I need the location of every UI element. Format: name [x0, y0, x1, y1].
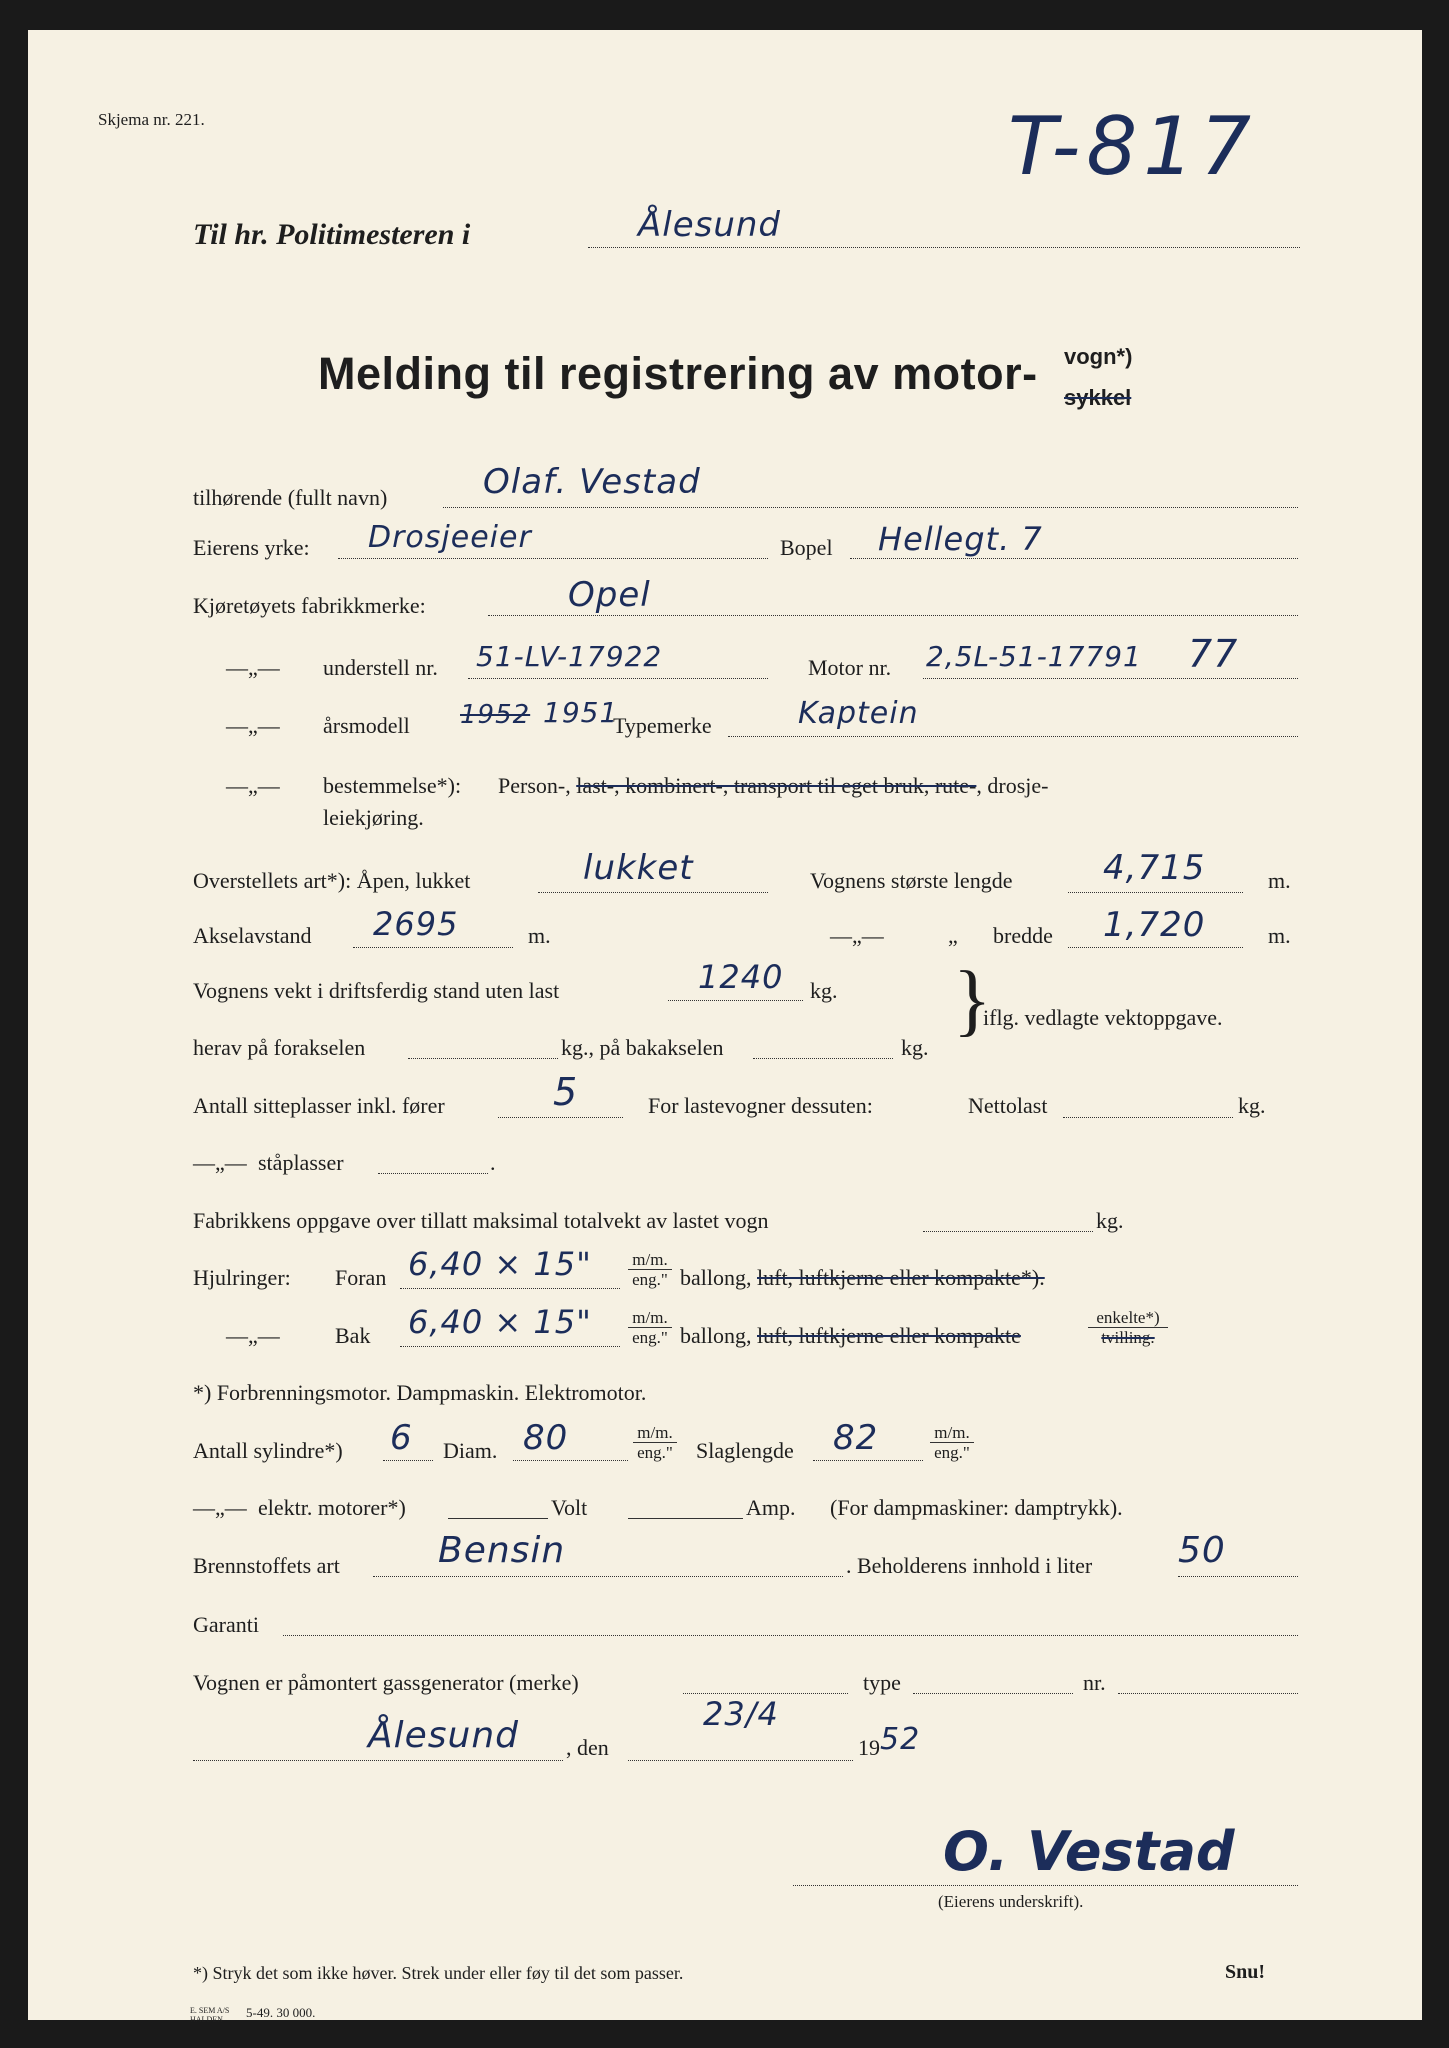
- tank-label: . Beholderens innhold i liter: [846, 1553, 1093, 1578]
- purpose-person: Person-,: [498, 773, 571, 798]
- motor-label: Motor nr.: [808, 655, 892, 680]
- diam-label: Diam.: [443, 1438, 498, 1463]
- purpose-line-1: [498, 773, 1048, 799]
- volt-line: [628, 1518, 743, 1519]
- diam-line: [513, 1460, 628, 1461]
- ditto-mark: —„—: [226, 1323, 280, 1348]
- tyres-single: enkelte*): [1088, 1308, 1168, 1328]
- length-unit: m.: [1268, 868, 1291, 893]
- purpose-label: bestemmelse*):: [323, 773, 462, 798]
- weight-line: [668, 1000, 803, 1001]
- volt-label: Volt: [551, 1495, 588, 1520]
- tyres-rear-unit: [628, 1308, 672, 1347]
- unit-mm: m/m.: [930, 1423, 974, 1443]
- unit-eng: eng.": [934, 1443, 970, 1462]
- title-option-sykkel: sykkel: [1064, 385, 1132, 410]
- stroke-value: 82: [833, 1418, 879, 1458]
- motor-suffix: 77: [1188, 632, 1239, 676]
- addressee-city: Ålesund: [638, 205, 782, 245]
- ditto-mark: —„—: [193, 1495, 247, 1520]
- gas-generator-label: Vognen er påmontert gassgenerator (merke): [193, 1670, 579, 1695]
- front-axle-line: [408, 1058, 558, 1059]
- tyres-rear-label: Bak: [335, 1323, 371, 1348]
- guarantee-line: [283, 1635, 1298, 1636]
- motor-value: 2,5L-51-17791: [926, 640, 1142, 673]
- tyres-front-type: [680, 1265, 1045, 1291]
- sign-date-line: [628, 1760, 853, 1761]
- stroke-unit: [930, 1423, 974, 1462]
- purpose-end: , drosje-: [976, 773, 1049, 798]
- cylinders-value: 6: [390, 1418, 413, 1458]
- front-axle-label: herav på forakselen: [193, 1035, 366, 1060]
- weight-note: iflg. vedlagte vektoppgave.: [983, 1005, 1223, 1030]
- tyres-rear-struck: luft, luftkjerne eller kompakte: [757, 1323, 1021, 1348]
- brace: }: [953, 956, 992, 1044]
- net-load-line: [1063, 1117, 1233, 1118]
- stroke-line: [813, 1460, 923, 1461]
- ditto-mark: —„—: [226, 773, 280, 798]
- guarantee-label: Garanti: [193, 1612, 259, 1637]
- cylinders-line: [383, 1460, 433, 1461]
- tyres-label: Hjulringer:: [193, 1265, 291, 1290]
- standing-end: .: [490, 1150, 496, 1175]
- occupation-value: Drosjeeier: [368, 520, 532, 555]
- tyres-twin: tvilling.: [1101, 1328, 1155, 1347]
- seats-line: [498, 1117, 623, 1118]
- year-value: 1951: [543, 696, 619, 729]
- gas-generator-line: [683, 1693, 848, 1694]
- chassis-value: 51-LV-17922: [476, 640, 663, 673]
- net-load-unit: kg.: [1238, 1093, 1266, 1118]
- tyres-rear-type: [680, 1323, 1021, 1349]
- amp-label: Amp.: [746, 1495, 796, 1520]
- cylinders-label: Antall sylindre*): [193, 1438, 343, 1463]
- sign-date: 23/4: [703, 1695, 779, 1733]
- electric-label: elektr. motorer*): [258, 1495, 406, 1520]
- weight-unit: kg.: [810, 978, 838, 1003]
- wheelbase-label: Akselavstand: [193, 923, 312, 948]
- make-line: [488, 615, 1298, 616]
- ballong-label: ballong,: [680, 1323, 752, 1348]
- owner-name-label: tilhørende (fullt navn): [193, 485, 388, 510]
- gas-nr-label: nr.: [1083, 1670, 1106, 1695]
- seats-label: Antall sitteplasser inkl. fører: [193, 1093, 445, 1118]
- signature-line: [793, 1885, 1298, 1886]
- signature-caption: (Eierens underskrift).: [938, 1892, 1084, 1911]
- turn-over: Snu!: [1225, 1961, 1266, 1983]
- width-line: [1068, 947, 1243, 948]
- form-paper: [28, 30, 1422, 2024]
- tank-value: 50: [1178, 1530, 1226, 1571]
- tyres-front-unit: [628, 1250, 672, 1289]
- tyres-single-twin: [1088, 1308, 1168, 1347]
- wheelbase-unit: m.: [528, 923, 551, 948]
- unit-eng: eng.": [632, 1328, 668, 1347]
- tyres-front-value: 6,40 × 15": [408, 1245, 592, 1283]
- electric-line: [448, 1518, 548, 1519]
- schema-number: Skjema nr. 221.: [98, 110, 205, 129]
- title-option-vogn: vogn*): [1064, 344, 1133, 369]
- unit-mm: m/m.: [633, 1423, 677, 1443]
- gas-nr-line: [1118, 1693, 1298, 1694]
- purpose-struck: last-, kombinert-, transport til eget bruk, rute-: [576, 773, 977, 798]
- unit-mm: m/m.: [628, 1308, 672, 1328]
- width-label: bredde: [993, 923, 1053, 948]
- chassis-line: [468, 678, 768, 679]
- body-type-value: lukket: [583, 848, 694, 888]
- rear-axle-unit: kg.: [901, 1035, 929, 1060]
- owner-name-value: Olaf. Vestad: [483, 462, 701, 502]
- ditto-mark: —„—: [226, 655, 280, 680]
- type-label: Typemerke: [613, 713, 712, 738]
- max-weight-line: [923, 1231, 1093, 1232]
- length-value: 4,715: [1103, 848, 1206, 888]
- form-title: Melding til registrering av motor-: [318, 348, 1038, 399]
- fuel-label: Brennstoffets art: [193, 1553, 340, 1578]
- owner-name-line: [443, 507, 1298, 508]
- chassis-label: understell nr.: [323, 655, 438, 680]
- reference-number: T-817: [1008, 100, 1258, 193]
- wheelbase-line: [353, 947, 513, 948]
- tyres-front-struck: luft, luftkjerne eller kompakte*).: [757, 1265, 1045, 1290]
- max-weight-unit: kg.: [1096, 1208, 1124, 1233]
- ditto-quote: „: [948, 923, 958, 948]
- ditto-mark: —„—: [193, 1150, 247, 1175]
- footer-note: *) Stryk det som ikke høver. Strek under eller føy til det som passer.: [193, 1963, 684, 1983]
- length-label: Vognens største lengde: [810, 868, 1013, 893]
- steam-note: (For dampmaskiner: damptrykk).: [830, 1495, 1123, 1520]
- wheelbase-value: 2695: [373, 905, 459, 943]
- make-value: Opel: [568, 575, 651, 615]
- make-label: Kjøretøyets fabrikkmerke:: [193, 593, 426, 618]
- occupation-label: Eierens yrke:: [193, 535, 310, 560]
- unit-mm: m/m.: [628, 1250, 672, 1270]
- body-type-label: Overstellets art*): Åpen, lukket: [193, 868, 471, 893]
- tyres-front-label: Foran: [335, 1265, 387, 1290]
- max-weight-label: Fabrikkens oppgave over tillatt maksimal totalvekt av lastet vogn: [193, 1208, 769, 1233]
- weight-label: Vognens vekt i driftsferdig stand uten last: [193, 978, 560, 1003]
- lorry-label: For lastevogner dessuten:: [648, 1093, 873, 1118]
- occupation-line: [338, 558, 768, 559]
- net-load-label: Nettolast: [968, 1093, 1048, 1118]
- rear-axle-label: kg., på bakakselen: [561, 1035, 724, 1060]
- gas-type-label: type: [863, 1670, 901, 1695]
- unit-eng: eng.": [632, 1270, 668, 1289]
- sign-place-line: [193, 1760, 563, 1761]
- fuel-value: Bensin: [438, 1530, 566, 1571]
- address-line: [850, 558, 1298, 559]
- engine-types: *) Forbrenningsmotor. Dampmaskin. Elektromotor.: [193, 1380, 647, 1405]
- print-info: 5-49. 30 000.: [246, 2005, 316, 2020]
- ditto-mark: —„—: [830, 923, 884, 948]
- gas-type-line: [913, 1693, 1073, 1694]
- width-unit: m.: [1268, 923, 1291, 948]
- address-label: Bopel: [780, 535, 833, 560]
- length-line: [1068, 892, 1243, 893]
- tyres-front-line: [400, 1288, 620, 1289]
- tyres-rear-line: [400, 1346, 620, 1347]
- motor-line: [923, 678, 1298, 679]
- ballong-label: ballong,: [680, 1265, 752, 1290]
- printer-name: E. SEM A/S HALDEN: [190, 2006, 230, 2024]
- sign-year-suffix: 52: [880, 1722, 921, 1757]
- year-struck: 1952: [460, 700, 531, 730]
- seats-value: 5: [553, 1070, 579, 1114]
- tyres-rear-value: 6,40 × 15": [408, 1303, 592, 1341]
- sign-den: , den: [566, 1735, 609, 1760]
- sign-place: Ålesund: [368, 1715, 520, 1756]
- addressee-line: [588, 247, 1300, 248]
- addressee-label: Til hr. Politimesteren i: [193, 218, 471, 251]
- type-line: [728, 736, 1298, 737]
- width-value: 1,720: [1103, 905, 1206, 945]
- year-label: årsmodell: [323, 713, 410, 738]
- sign-year-prefix: 19: [858, 1735, 880, 1760]
- stroke-label: Slaglengde: [696, 1438, 794, 1463]
- standing-label: ståplasser: [258, 1150, 344, 1175]
- body-type-line: [538, 892, 768, 893]
- address-value: Hellegt. 7: [878, 520, 1043, 558]
- ditto-mark: —„—: [226, 713, 280, 738]
- fuel-line: [373, 1576, 843, 1577]
- diam-value: 80: [523, 1418, 569, 1458]
- weight-value: 1240: [698, 958, 784, 996]
- diam-unit: [633, 1423, 677, 1462]
- rear-axle-line: [753, 1058, 893, 1059]
- standing-line: [378, 1173, 488, 1174]
- owner-signature: O. Vestad: [943, 1820, 1235, 1883]
- purpose-line-2: leiekjøring.: [323, 805, 424, 830]
- type-value: Kaptein: [798, 696, 919, 731]
- unit-eng: eng.": [637, 1443, 673, 1462]
- tank-line: [1178, 1576, 1298, 1577]
